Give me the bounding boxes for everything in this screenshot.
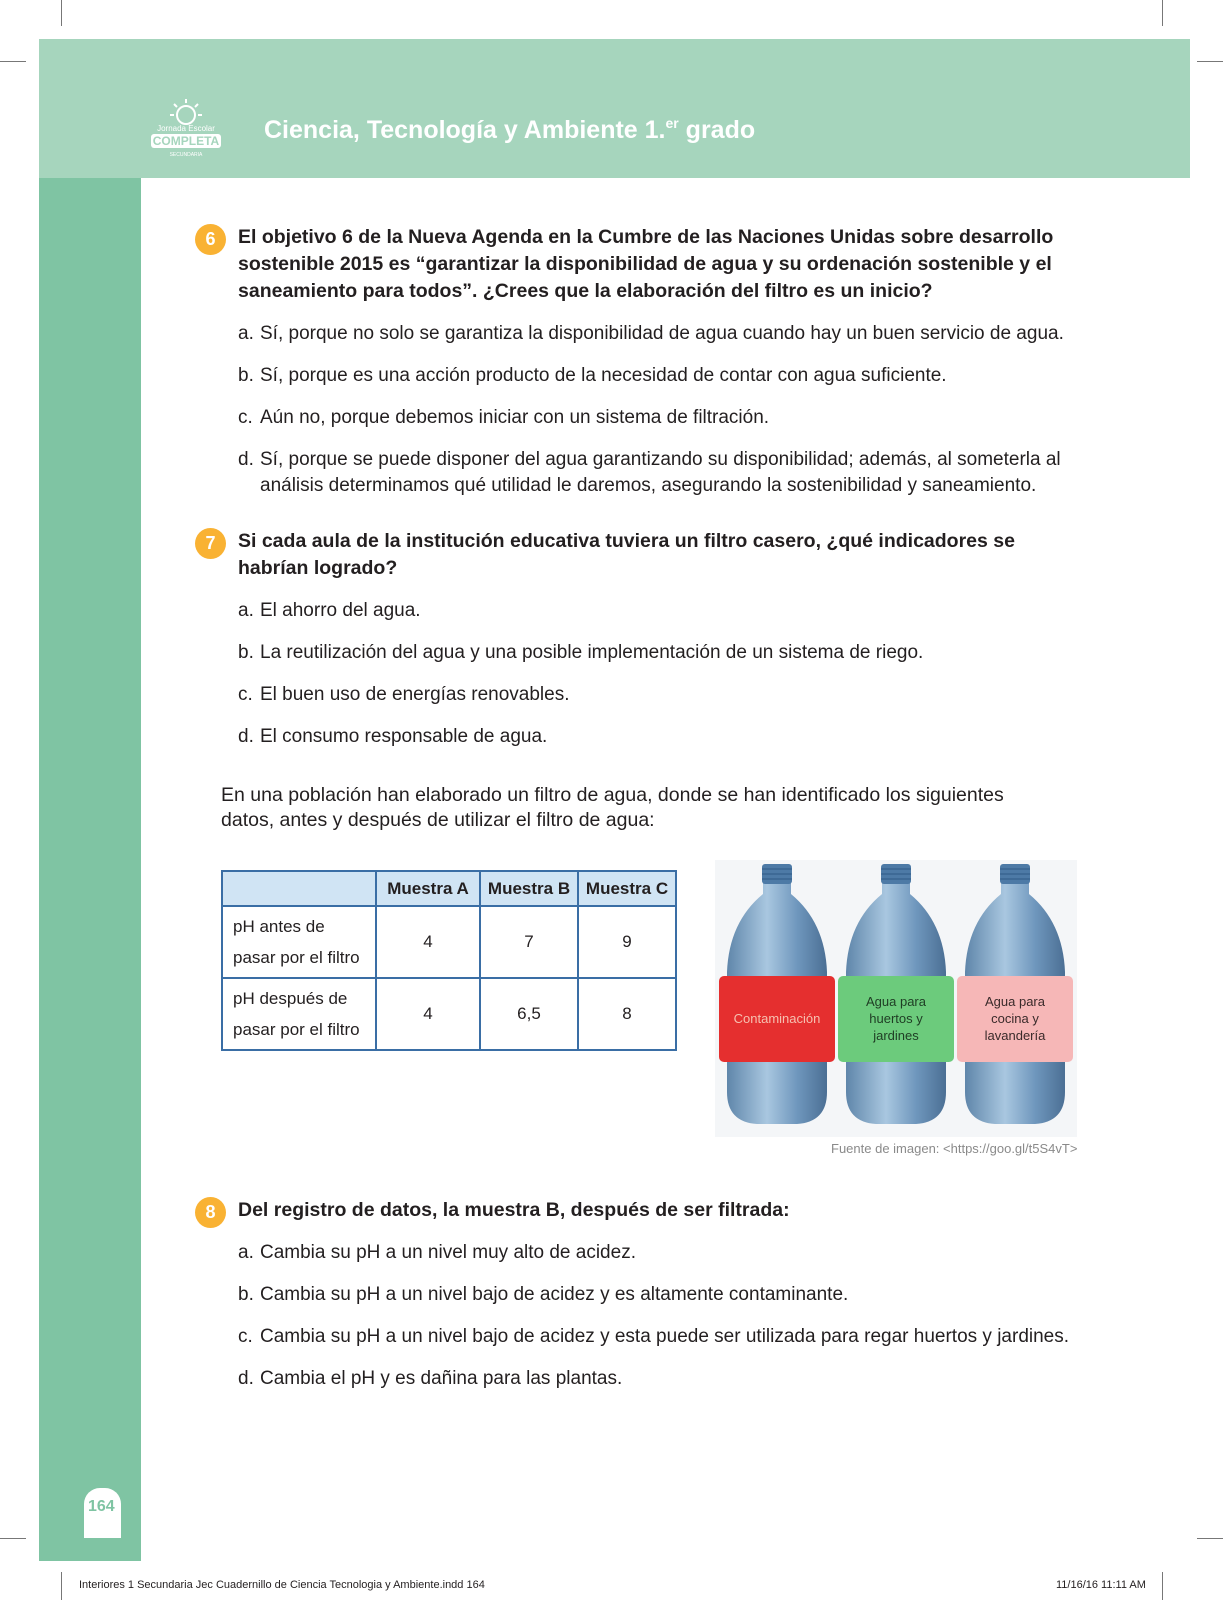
bottle-label-text: huertos y	[869, 1011, 923, 1026]
question-number-badge: 7	[195, 528, 226, 559]
table-cell: 8	[578, 978, 676, 1050]
table-header-cell: Muestra B	[480, 871, 578, 906]
option-a: a. Cambia su pH a un nivel muy alto de acidez.	[238, 1242, 636, 1263]
option-b: b. La reutilización del agua y una posible implementación de un sistema de riego.	[238, 642, 924, 663]
ph-data-table	[221, 870, 677, 1051]
bottle-label-text: cocina y	[991, 1011, 1039, 1026]
question-8	[195, 1197, 1085, 1392]
table-cell: 6,5	[480, 978, 578, 1050]
question-number-badge: 8	[195, 1197, 226, 1228]
data-intro-paragraph: En una población han elaborado un filtro de agua, donde se han identificado los siguientes datos, antes y después de utilizar el filtro de agua:	[221, 784, 1004, 831]
option-a: a. Sí, porque no solo se garantiza la disponibilidad de agua cuando hay un buen servicio de agua.	[238, 323, 1064, 344]
table-cell: 7	[480, 906, 578, 978]
table-cell: 4	[376, 978, 480, 1050]
footer-timestamp: 11/16/16 11:11 AM	[1056, 1579, 1146, 1591]
table-header-cell: Muestra C	[578, 871, 676, 906]
logo-line2: COMPLETA	[152, 134, 220, 148]
bottle-label-text: Agua para	[985, 994, 1045, 1009]
option-c: c. Aún no, porque debemos iniciar con un sistema de filtración.	[238, 407, 770, 428]
crop-mark	[1197, 61, 1223, 62]
table-header-row	[222, 871, 676, 906]
crop-mark	[0, 61, 26, 62]
option-a: a. El ahorro del agua.	[238, 600, 421, 621]
crop-mark	[0, 1538, 26, 1539]
table-cell: 9	[578, 906, 676, 978]
option-d: d. Cambia el pH y es dañina para las plantas.	[238, 1368, 623, 1389]
page-number: 164	[88, 1498, 115, 1515]
bottle-label-text: lavandería	[984, 1028, 1046, 1043]
question-text: El objetivo 6 de la Nueva Agenda en la Cumbre de las Naciones Unidas sobre desarrollo sostenible 2015 es “garantizar la disponibilidad de agua y su ordenación sostenible y el saneamiento para todos”. ¿Crees que la elaboración del filtro es un inicio?	[238, 226, 1054, 302]
option-d: d. El consumo responsable de agua.	[238, 726, 548, 747]
crop-mark	[61, 0, 62, 26]
table-header-cell: Muestra A	[376, 871, 480, 906]
table-row	[222, 906, 676, 978]
crop-mark	[1162, 1572, 1163, 1600]
row-label: pH antes de pasar por el filtro	[222, 906, 376, 978]
question-7	[195, 528, 1085, 750]
footer-file-info: Interiores 1 Secundaria Jec Cuadernillo de Ciencia Tecnologia y Ambiente.indd 164	[79, 1579, 485, 1591]
bottle-label-text: jardines	[873, 1028, 919, 1043]
bottles-photo	[715, 860, 1077, 1137]
table-cell: 4	[376, 906, 480, 978]
logo-line1: Jornada Escolar	[157, 124, 215, 133]
sidebar-band	[39, 178, 141, 1561]
page-title: Ciencia, Tecnología y Ambiente 1.$^{er}$ grado	[264, 115, 756, 144]
option-b: b. Sí, porque es una acción producto de la necesidad de contar con agua suficiente.	[238, 365, 947, 386]
image-source-caption: Fuente de imagen: <https://goo.gl/t5S4vT>	[831, 1141, 1078, 1156]
bottle-label-text: Agua para	[866, 994, 926, 1009]
logo-line3: SECUNDARIA	[169, 152, 203, 158]
question-text: Del registro de datos, la muestra B, después de ser filtrada:	[238, 1199, 790, 1221]
question-6	[195, 224, 1085, 499]
option-c: c. El buen uso de energías renovables.	[238, 684, 570, 705]
jornada-escolar-logo	[141, 97, 231, 159]
bottle-label-text: Contaminación	[733, 1011, 821, 1026]
crop-mark	[1197, 1538, 1223, 1539]
question-number-badge: 6	[195, 224, 226, 255]
crop-mark	[1162, 0, 1163, 26]
option-d: d. Sí, porque se puede disponer del agua garantizando su disponibilidad; además, al someterla al análisis determinamos qué utilidad le daremos, asegurando la sostenibilidad y saneamiento.	[238, 449, 1061, 496]
crop-mark	[61, 1572, 62, 1600]
table-row	[222, 978, 676, 1050]
option-b: b. Cambia su pH a un nivel bajo de acidez y es altamente contaminante.	[238, 1284, 849, 1305]
option-c: c. Cambia su pH a un nivel bajo de acidez y esta puede ser utilizada para regar huertos y jardines.	[238, 1326, 1070, 1347]
page-header	[39, 39, 1190, 178]
row-label: pH después de pasar por el filtro	[222, 978, 376, 1050]
question-text: Si cada aula de la institución educativa tuviera un filtro casero, ¿qué indicadores se habrían logrado?	[238, 530, 1015, 579]
table-corner-cell	[222, 871, 376, 906]
